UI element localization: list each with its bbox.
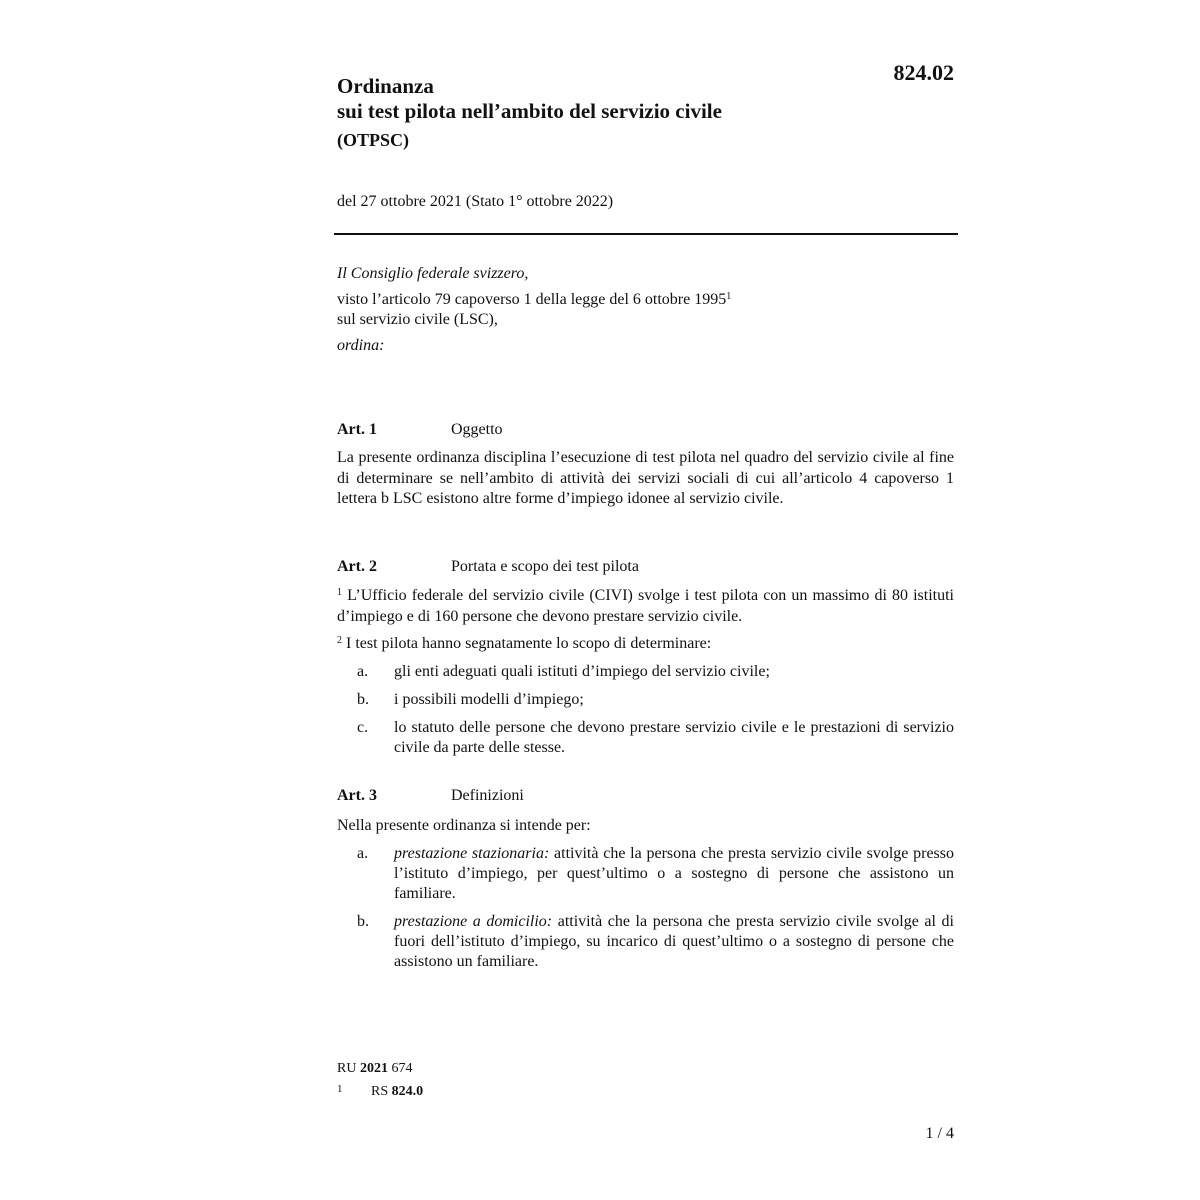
article-3-title: Definizioni (451, 787, 524, 804)
paragraph-number: 2 (337, 635, 342, 646)
footnote-reference-1[interactable]: 1 (726, 291, 732, 302)
preamble-authority: Il Consiglio federale svizzero, (337, 265, 529, 282)
preamble-decree: ordina: (337, 337, 385, 354)
official-compilation-reference (337, 1059, 412, 1079)
footnote-mark: 1 (337, 1083, 343, 1095)
footnote-prefix: RS (371, 1084, 392, 1099)
list-item (337, 844, 954, 904)
document-title (337, 74, 857, 153)
article-3-list (337, 844, 954, 980)
article-2-paragraph-2 (337, 634, 954, 655)
list-item-text: lo statuto delle persone che devono prestare servizio civile e le prestazioni di servizio civile da parte delle stesse. (394, 719, 954, 756)
article-1-heading (337, 421, 503, 441)
article-3-heading (337, 787, 524, 807)
page-number: 1 / 4 (925, 1125, 954, 1142)
list-item-text (394, 912, 954, 972)
definition-text: attività che la persona che presta servizio civile svolge presso l’istituto d’impiego, per quest’ultimo o a sostegno di persone che assistono un familiare. (394, 845, 954, 902)
article-1-number: Art. 1 (337, 421, 377, 438)
paragraph-text: L’Ufficio federale del servizio civile (CIVI) svolge i test pilota con un massimo di 80 istituti d’impiego e di 160 persone che devono prestare servizio civile. (337, 587, 954, 625)
list-marker: a. (357, 663, 369, 680)
preamble (337, 264, 954, 356)
ru-prefix: RU (337, 1061, 360, 1076)
definition-text: attività che la persona che presta servizio civile svolge al di fuori dell’istituto d’impiego, su incarico di quest’ultimo o a sostegno di persone che assistono un familiare. (394, 913, 954, 970)
list-marker: b. (357, 913, 369, 930)
definition-term: prestazione stazionaria: (394, 845, 550, 862)
footnote-1 (337, 1079, 423, 1102)
document-date: del 27 ottobre 2021 (Stato 1° ottobre 2022) (337, 193, 614, 210)
title-line-2: sui test pilota nell’ambito del servizio civile (337, 99, 722, 123)
ru-year: 2021 (359, 1061, 388, 1076)
ru-page: 674 (387, 1061, 413, 1076)
list-item (337, 662, 954, 682)
list-item-text: gli enti adeguati quali istituti d’impiego del servizio civile; (394, 663, 770, 680)
list-marker: c. (357, 719, 369, 736)
footnote-link[interactable]: 824.0 (391, 1084, 424, 1099)
sr-number: 824.02 (893, 60, 954, 85)
article-1-title: Oggetto (451, 421, 503, 438)
article-2-paragraph-1 (337, 586, 954, 627)
header-divider (334, 233, 958, 235)
list-marker: b. (357, 691, 369, 708)
list-item-text: i possibili modelli d’impiego; (394, 691, 584, 708)
article-3-number: Art. 3 (337, 787, 377, 804)
title-abbreviation: (OTPSC) (337, 130, 409, 150)
paragraph-number: 1 (337, 587, 342, 598)
list-item-text (394, 844, 954, 904)
preamble-basis-line-2: sul servizio civile (LSC), (337, 311, 498, 328)
list-item (337, 690, 954, 710)
preamble-basis-line-1 (337, 290, 954, 310)
list-item (337, 718, 954, 758)
article-3-intro: Nella presente ordinanza si intende per: (337, 817, 591, 834)
definition-term: prestazione a domicilio: (394, 913, 553, 930)
list-item (337, 912, 954, 972)
title-line-1: Ordinanza (337, 74, 434, 98)
article-2-list (337, 662, 954, 766)
paragraph-text: I test pilota hanno segnatamente lo scopo di determinare: (342, 635, 712, 652)
article-1-text: La presente ordinanza disciplina l’esecuzione di test pilota nel quadro del servizio civile al fine di determinare se nell’ambito di attività dei servizi sociali di cui all’articolo 4 capoverso 1 lettera b LSC esistono altre forme d’impiego idonee al servizio civile. (337, 449, 954, 507)
article-2-title: Portata e scopo dei test pilota (451, 558, 639, 575)
preamble-basis-text: visto l’articolo 79 capoverso 1 della legge del 6 ottobre 1995 (337, 291, 727, 308)
article-2-heading (337, 558, 639, 578)
article-2-number: Art. 2 (337, 558, 377, 575)
list-marker: a. (357, 845, 369, 862)
